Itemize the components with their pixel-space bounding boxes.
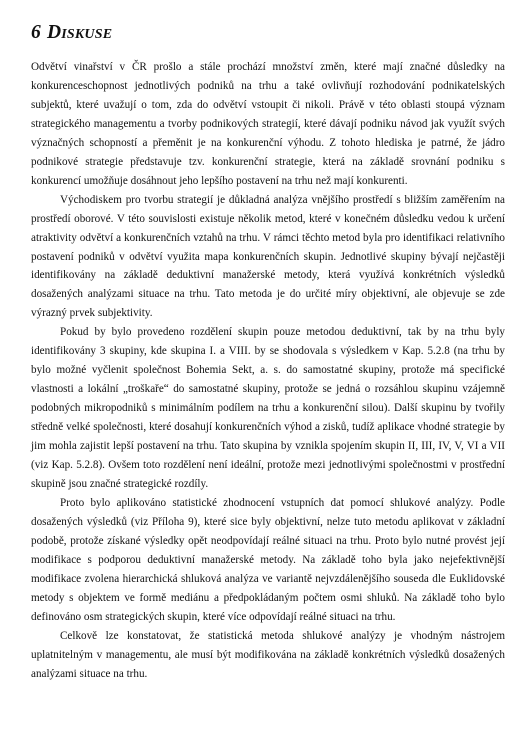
chapter-title: Diskuse (46, 22, 113, 43)
paragraph-5: Celkově lze konstatovat, že statistická metoda shlukové analýzy je vhodným nástrojem uplatnitelným v managementu, ale musí být modifikována na základě konkrétních výsledků dosažených analýzami situace na trhu. (31, 629, 505, 680)
chapter-number: 6 (31, 22, 41, 43)
paragraph-3: Pokud by bylo provedeno rozdělení skupin pouze metodou deduktivní, tak by na trhu byly identifikovány 3 skupiny, kde skupina I. a VIII. by se shodovala s výsledkem v Kap. 5.2.8 (na trhu by bylo možné vyčlenit společnost Bohemia Sekt, a. s. do samostatné skupiny, protože má specifické vlastnosti a lokální „troškaře“ do samostatné skupiny, protože se jedná o rozsáhlou skupinu vzájemně podobných mikropodniků s minimálním podílem na trhu a konkurenční silou). Další skupinu by tvořily středně velké společnosti, které dosahují konkurenčních výhod a zisků, tudíž aplikace vhodné strategie by jim mohla zajistit lepší postavení na trhu. Tato skupina by vznikla spojením skupin II, III, IV, V, VI a VII (viz Kap. 5.2.8). Ovšem toto rozdělení není ideální, protože mezi jednotlivými společnostmi v prostřední skupině jsou značné strategické rozdíly. (31, 326, 505, 490)
chapter-heading (31, 22, 505, 44)
paragraph-1: Odvětví vinařství v ČR prošlo a stále prochází množství změn, které mají značné důsledky na konkurenceschopnost jednotlivých podniků na trhu a také ovlivňují rozhodování podnikatelských subjektů, které uvažují o tom, zda do odvětví vstoupit či nikoli. Právě v této oblasti stoupá význam strategického managementu a tvorby podnikových strategií, které dávají podniku návod jak využít svých význačných schopností a přeměnit je na konkurenční výhodu. Z tohoto hlediska je patrné, že jádro podnikové strategie představuje tzv. konkurenční strategie, která na základě srovnání podniku s konkurencí umožňuje dosáhnout jeho lepšího postavení na trhu než mají konkurenti. (31, 61, 505, 187)
paragraph-2: Východiskem pro tvorbu strategií je důkladná analýza vnějšího prostředí s bližším zaměřením na prostředí oborové. V této souvislosti existuje několik metod, které v konečném důsledku vedou k určení atraktivity odvětví a konkurenčních vztahů na trhu. V rámci těchto metod byla pro identifikaci relativního postavení podniků v odvětví využita mapa konkurenčních skupin. Jednotlivé skupiny bývají nejčastěji identifikovány na základě deduktivní manažerské metody, která využívá konkrétních výsledků dosažených analýzami situace na trhu. Tato metoda je do určité míry objektivní, ale objevuje se zde výrazný prvek subjektivity. (31, 193, 505, 320)
paragraph-4: Proto bylo aplikováno statistické zhodnocení vstupních dat pomocí shlukové analýzy. Podle dosažených výsledků (viz Příloha 9), které sice byly objektivní, nelze tuto metodu aplikovat v základní podobě, protože získané výsledky opět neodpovídají reálné situaci na trhu. Proto bylo nutné provést její modifikace s podporou deduktivní manažerské metody. Na základě toho byla jako nejefektivnější modifikace zvolena hierarchická shluková analýza ve variantě nejvzdálenějšího souseda dle Euklidovské metody s objektem ve formě mediánu a předpokládaným počtem osmi shluků. Na základě toho bylo definováno osm strategických skupin, které více odpovídají reálné situaci na trhu. (31, 496, 505, 623)
